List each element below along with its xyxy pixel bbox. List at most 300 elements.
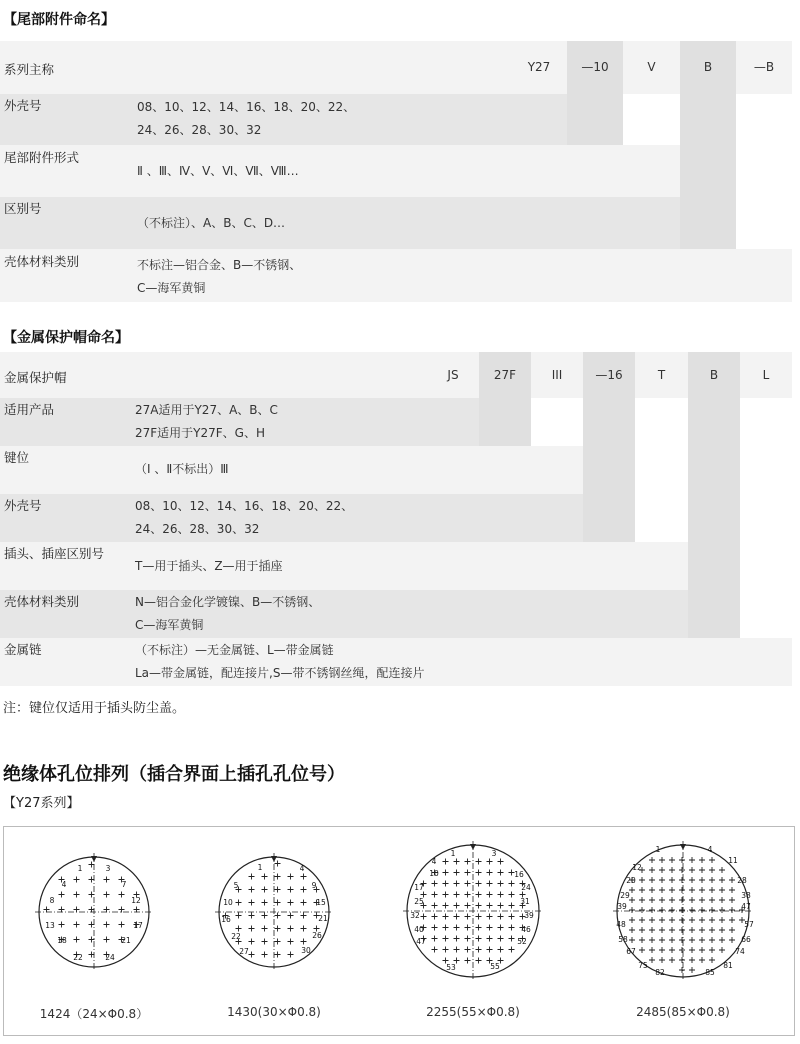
contact-mark xyxy=(659,887,665,893)
contact-mark xyxy=(699,897,705,903)
contact-mark xyxy=(498,859,504,865)
contact-mark xyxy=(487,892,493,898)
contact-mark xyxy=(262,900,268,906)
contact-mark xyxy=(74,892,80,898)
contact-mark xyxy=(699,907,705,913)
s2-label-product: 适用产品 xyxy=(4,402,55,417)
contact-mark xyxy=(649,867,655,873)
contact-mark xyxy=(59,907,65,913)
contact-mark xyxy=(669,897,675,903)
contact-label: 21 xyxy=(318,914,328,923)
contact-mark xyxy=(689,927,695,933)
contact-mark xyxy=(104,892,110,898)
contact-mark xyxy=(476,859,482,865)
contact-mark xyxy=(432,881,438,887)
contact-mark xyxy=(454,914,460,920)
contact-mark xyxy=(498,947,504,953)
contact-mark xyxy=(288,952,294,958)
contact-label: 74 xyxy=(735,947,745,956)
contact-mark xyxy=(301,874,307,880)
contact-mark xyxy=(454,892,460,898)
contact-mark xyxy=(465,903,471,909)
contact-mark xyxy=(639,897,645,903)
s1-code-material: —B xyxy=(753,60,775,74)
contact-mark xyxy=(275,952,281,958)
s2-code-l: L xyxy=(762,368,770,382)
contact-mark xyxy=(465,936,471,942)
contact-label: 1 xyxy=(655,845,661,854)
contact-mark xyxy=(699,937,705,943)
contact-label: 82 xyxy=(655,968,665,977)
contact-mark xyxy=(649,897,655,903)
contact-label: 21 xyxy=(121,936,131,945)
contact-mark xyxy=(498,870,504,876)
contact-label: 24 xyxy=(105,953,115,962)
s2-label-material: 壳体材料类别 xyxy=(4,594,80,609)
contact-mark xyxy=(679,887,685,893)
s2-value-product-line2: 27F适用于Y27F、G、H xyxy=(135,426,265,440)
contact-mark xyxy=(679,967,685,973)
contact-mark xyxy=(465,925,471,931)
contact-label: 1 xyxy=(77,864,83,873)
s2-value-shell-line2: 24、26、28、30、32 xyxy=(135,522,260,536)
contact-mark xyxy=(249,952,255,958)
contact-label: 3 xyxy=(105,864,111,873)
contact-mark xyxy=(729,877,735,883)
contact-mark xyxy=(709,927,715,933)
contact-label: 22 xyxy=(231,932,241,941)
contact-mark xyxy=(709,957,715,963)
s1-code-diff: B xyxy=(703,60,713,74)
contact-mark xyxy=(629,917,635,923)
s1-value-shell-line1: 08、10、12、14、16、18、20、22、 xyxy=(137,100,356,114)
contact-label: 12 xyxy=(632,863,642,872)
contact-mark xyxy=(487,936,493,942)
contact-mark xyxy=(719,927,725,933)
contact-mark xyxy=(443,925,449,931)
caption-1424: 1424（24×Φ0.8） xyxy=(39,1007,149,1021)
contact-mark xyxy=(669,887,675,893)
contact-mark xyxy=(679,957,685,963)
contact-mark xyxy=(689,867,695,873)
contact-mark xyxy=(236,913,242,919)
contact-mark xyxy=(669,917,675,923)
contact-mark xyxy=(443,881,449,887)
contact-mark xyxy=(301,887,307,893)
contact-mark xyxy=(301,913,307,919)
contact-mark xyxy=(476,881,482,887)
contact-mark xyxy=(476,936,482,942)
s1-value-diff-line1: （不标注）、A、B、C、D… xyxy=(137,216,286,230)
contact-mark xyxy=(74,877,80,883)
diagram-1424 xyxy=(34,852,154,972)
contact-label: 17 xyxy=(414,883,424,892)
contact-mark xyxy=(44,907,50,913)
contact-mark xyxy=(689,947,695,953)
contact-label: 4 xyxy=(431,857,437,866)
contact-mark xyxy=(669,957,675,963)
contact-mark xyxy=(443,914,449,920)
contact-mark xyxy=(487,947,493,953)
contact-mark xyxy=(659,897,665,903)
s2-label-plug: 插头、插座区别号 xyxy=(4,546,105,561)
contact-mark xyxy=(629,907,635,913)
contact-label: 13 xyxy=(45,921,55,930)
contact-mark xyxy=(659,957,665,963)
contact-mark xyxy=(465,859,471,865)
contact-mark xyxy=(729,887,735,893)
contact-mark xyxy=(443,936,449,942)
s1-label-series: 系列主称 xyxy=(4,62,55,77)
contact-mark xyxy=(699,957,705,963)
contact-label: 67 xyxy=(626,947,636,956)
contact-label: 11 xyxy=(728,856,738,865)
contact-label: 7 xyxy=(121,880,127,889)
contact-label: 47 xyxy=(741,902,751,911)
key-marker xyxy=(470,844,476,850)
s2-value-shell xyxy=(135,495,353,541)
s2-code-27f: 27F xyxy=(493,368,517,382)
s1-row-bg-4 xyxy=(0,197,736,249)
s2-value-product-line1: 27A适用于Y27、A、B、C xyxy=(135,403,278,417)
note: 注：键位仅适用于插头防尘盖。 xyxy=(3,701,186,716)
contact-mark xyxy=(509,936,515,942)
contact-mark xyxy=(476,903,482,909)
contact-mark xyxy=(465,947,471,953)
contact-label: 57 xyxy=(744,920,754,929)
contact-mark xyxy=(729,907,735,913)
contact-mark xyxy=(454,859,460,865)
contact-mark xyxy=(487,881,493,887)
contact-mark xyxy=(709,867,715,873)
contact-mark xyxy=(699,887,705,893)
contact-mark xyxy=(719,917,725,923)
s2-value-chain-line2: La—带金属链，配连接片,S—带不锈钢丝绳，配连接片 xyxy=(135,666,425,680)
s2-code-b: B xyxy=(709,368,719,382)
contact-mark xyxy=(639,907,645,913)
contact-mark xyxy=(699,877,705,883)
contact-mark xyxy=(275,861,281,867)
contact-mark xyxy=(639,887,645,893)
contact-mark xyxy=(236,900,242,906)
contact-label: 26 xyxy=(312,931,322,940)
contact-label: 1 xyxy=(257,863,263,872)
contact-mark xyxy=(498,881,504,887)
contact-mark xyxy=(719,947,725,953)
contact-label: 4 xyxy=(61,880,67,889)
contact-label: 47 xyxy=(416,937,426,946)
contact-mark xyxy=(509,881,515,887)
contact-mark xyxy=(443,859,449,865)
contact-mark xyxy=(487,859,493,865)
s2-value-key xyxy=(135,458,229,481)
s1-value-shell xyxy=(137,96,355,142)
s2-code-t: T xyxy=(657,368,666,382)
contact-mark xyxy=(432,936,438,942)
contact-label: 39 xyxy=(617,902,627,911)
contact-mark xyxy=(119,907,125,913)
diagram-2485 xyxy=(607,840,759,982)
contact-mark xyxy=(465,881,471,887)
contact-mark xyxy=(659,937,665,943)
contact-mark xyxy=(476,947,482,953)
s1-row-bg-3 xyxy=(0,145,680,197)
contact-mark xyxy=(689,967,695,973)
contact-mark xyxy=(629,887,635,893)
contact-mark xyxy=(709,897,715,903)
contact-mark xyxy=(669,927,675,933)
s1-label-form: 尾部附件形式 xyxy=(4,150,80,165)
diagram-1430 xyxy=(214,852,334,972)
contact-mark xyxy=(487,870,493,876)
contact-label: 31 xyxy=(520,897,530,906)
contact-mark xyxy=(432,892,438,898)
contact-label: 38 xyxy=(741,891,751,900)
contact-mark xyxy=(649,917,655,923)
contact-mark xyxy=(301,900,307,906)
contact-mark xyxy=(679,917,685,923)
contact-mark xyxy=(454,903,460,909)
contact-mark xyxy=(476,892,482,898)
contact-mark xyxy=(275,939,281,945)
contact-mark xyxy=(249,939,255,945)
contact-mark xyxy=(262,913,268,919)
contact-label: 27 xyxy=(239,947,249,956)
contact-mark xyxy=(659,907,665,913)
contact-mark xyxy=(476,925,482,931)
contact-label: 30 xyxy=(301,946,311,955)
s1-label-diff: 区别号 xyxy=(4,201,42,216)
contact-mark xyxy=(649,857,655,863)
s2-value-chain-line1: （不标注）—无金属链、L—带金属链 xyxy=(135,643,334,657)
contact-mark xyxy=(719,937,725,943)
s1-value-form-line1: Ⅱ 、Ⅲ、Ⅳ、Ⅴ、Ⅵ、Ⅶ、Ⅷ… xyxy=(137,164,299,178)
key-marker xyxy=(680,844,686,850)
diagram-2485-svg xyxy=(607,840,759,982)
contact-mark xyxy=(669,907,675,913)
contact-mark xyxy=(465,870,471,876)
caption-2485: 2485(85×Φ0.8) xyxy=(636,1005,730,1019)
s2-code-16: —16 xyxy=(595,368,623,382)
contact-mark xyxy=(275,913,281,919)
contact-mark xyxy=(659,917,665,923)
contact-mark xyxy=(262,874,268,880)
diagram-2255-svg xyxy=(402,840,544,982)
contact-mark xyxy=(487,925,493,931)
contact-mark xyxy=(487,914,493,920)
contact-mark xyxy=(709,857,715,863)
contact-mark xyxy=(669,877,675,883)
section3-title: 绝缘体孔位排列（插合界面上插孔孔位号） xyxy=(3,764,345,785)
contact-mark xyxy=(719,907,725,913)
contact-label: 20 xyxy=(626,876,636,885)
section3-subtitle: 【Y27系列】 xyxy=(3,796,80,811)
contact-mark xyxy=(454,925,460,931)
contact-mark xyxy=(709,887,715,893)
contact-label: 25 xyxy=(414,897,424,906)
contact-mark xyxy=(639,947,645,953)
contact-mark xyxy=(288,900,294,906)
contact-mark xyxy=(689,857,695,863)
contact-mark xyxy=(629,897,635,903)
contact-label: 4 xyxy=(707,845,713,854)
contact-mark xyxy=(134,907,140,913)
contact-mark xyxy=(639,917,645,923)
contact-mark xyxy=(629,927,635,933)
contact-mark xyxy=(443,903,449,909)
contact-mark xyxy=(454,947,460,953)
contact-mark xyxy=(498,903,504,909)
contact-mark xyxy=(689,877,695,883)
contact-label: 48 xyxy=(616,920,626,929)
contact-mark xyxy=(729,917,735,923)
contact-mark xyxy=(59,892,65,898)
contact-mark xyxy=(443,947,449,953)
contact-mark xyxy=(275,874,281,880)
section2-title: 【金属保护帽命名】 xyxy=(3,330,129,346)
contact-mark xyxy=(679,937,685,943)
s1-label-shell: 外壳号 xyxy=(4,98,42,113)
contact-label: 4 xyxy=(299,864,305,873)
s2-label-cap: 金属保护帽 xyxy=(4,370,67,385)
contact-mark xyxy=(454,936,460,942)
contact-mark xyxy=(639,937,645,943)
contact-mark xyxy=(498,892,504,898)
contact-mark xyxy=(275,900,281,906)
contact-mark xyxy=(719,877,725,883)
contact-mark xyxy=(699,927,705,933)
contact-mark xyxy=(709,947,715,953)
contact-label: 24 xyxy=(521,883,531,892)
contact-mark xyxy=(719,887,725,893)
contact-mark xyxy=(249,926,255,932)
contact-label: 46 xyxy=(521,925,531,934)
contact-mark xyxy=(689,917,695,923)
s2-col-bar-27f xyxy=(479,352,531,446)
section1-title: 【尾部附件命名】 xyxy=(3,12,115,28)
contact-mark xyxy=(443,892,449,898)
s1-value-material-line1: 不标注—铝合金、B—不锈钢、 xyxy=(137,258,302,272)
contact-label: 32 xyxy=(410,911,420,920)
contact-label: 15 xyxy=(316,898,326,907)
contact-mark xyxy=(249,913,255,919)
contact-mark xyxy=(679,947,685,953)
contact-label: 10 xyxy=(429,869,439,878)
key-marker xyxy=(271,856,277,862)
s1-label-material: 壳体材料类别 xyxy=(4,254,80,269)
s2-value-material xyxy=(135,591,320,637)
contact-mark xyxy=(729,897,735,903)
contact-mark xyxy=(669,857,675,863)
contact-mark xyxy=(104,907,110,913)
contact-mark xyxy=(649,937,655,943)
contact-mark xyxy=(679,907,685,913)
s2-label-chain: 金属链 xyxy=(4,642,42,657)
contact-mark xyxy=(649,887,655,893)
s1-value-form xyxy=(137,160,299,183)
contact-mark xyxy=(421,914,427,920)
s2-row-bg-6 xyxy=(0,590,740,638)
contact-mark xyxy=(249,887,255,893)
contact-mark xyxy=(679,927,685,933)
contact-mark xyxy=(465,892,471,898)
contact-mark xyxy=(498,914,504,920)
contact-mark xyxy=(476,958,482,964)
contact-mark xyxy=(689,937,695,943)
contact-mark xyxy=(498,925,504,931)
contact-label: 22 xyxy=(73,953,83,962)
contact-mark xyxy=(679,867,685,873)
contact-mark xyxy=(249,900,255,906)
s2-value-plug-line1: T—用于插头、Z—用于插座 xyxy=(135,559,283,573)
contact-mark xyxy=(729,937,735,943)
s1-code-shell: —10 xyxy=(581,60,609,74)
contact-mark xyxy=(719,867,725,873)
s2-value-material-line2: C—海军黄铜 xyxy=(135,618,204,632)
contact-mark xyxy=(275,887,281,893)
contact-mark xyxy=(487,903,493,909)
s1-value-diff xyxy=(137,212,285,235)
contact-mark xyxy=(679,857,685,863)
contact-mark xyxy=(689,897,695,903)
contact-mark xyxy=(679,897,685,903)
contact-mark xyxy=(432,925,438,931)
s2-label-key: 键位 xyxy=(4,450,30,465)
contact-mark xyxy=(649,947,655,953)
contact-label: 9 xyxy=(311,881,317,890)
contact-mark xyxy=(669,947,675,953)
contact-mark xyxy=(119,892,125,898)
s1-value-shell-line2: 24、26、28、30、32 xyxy=(137,123,262,137)
contact-mark xyxy=(301,939,307,945)
contact-mark xyxy=(476,870,482,876)
contact-mark xyxy=(262,952,268,958)
contact-mark xyxy=(649,927,655,933)
contact-mark xyxy=(498,936,504,942)
contact-mark xyxy=(659,867,665,873)
contact-mark xyxy=(476,914,482,920)
s1-col-bar-10 xyxy=(567,41,623,145)
contact-mark xyxy=(465,914,471,920)
contact-mark xyxy=(669,937,675,943)
contact-mark xyxy=(443,870,449,876)
contact-label: 5 xyxy=(233,881,239,890)
s2-value-key-line1: （Ⅰ 、Ⅱ不标出）Ⅲ xyxy=(135,462,229,476)
contact-mark xyxy=(74,922,80,928)
contact-mark xyxy=(432,903,438,909)
contact-mark xyxy=(454,870,460,876)
s2-value-material-line1: N—铝合金化学镀镍、B—不锈钢、 xyxy=(135,595,321,609)
contact-label: 53 xyxy=(446,963,456,972)
contact-mark xyxy=(262,926,268,932)
s2-value-chain xyxy=(135,639,424,685)
contact-mark xyxy=(699,947,705,953)
s1-value-material-line2: C—海军黄铜 xyxy=(137,281,206,295)
caption-1430: 1430(30×Φ0.8) xyxy=(227,1005,321,1019)
contact-mark xyxy=(649,957,655,963)
contact-mark xyxy=(59,922,65,928)
contact-mark xyxy=(629,937,635,943)
s2-label-shell: 外壳号 xyxy=(4,498,42,513)
contact-label: 81 xyxy=(723,961,733,970)
contact-mark xyxy=(275,926,281,932)
s2-value-product xyxy=(135,399,278,445)
contact-mark xyxy=(288,939,294,945)
s2-code-js: JS xyxy=(447,368,459,382)
contact-mark xyxy=(669,867,675,873)
contact-mark xyxy=(509,947,515,953)
contact-mark xyxy=(465,958,471,964)
